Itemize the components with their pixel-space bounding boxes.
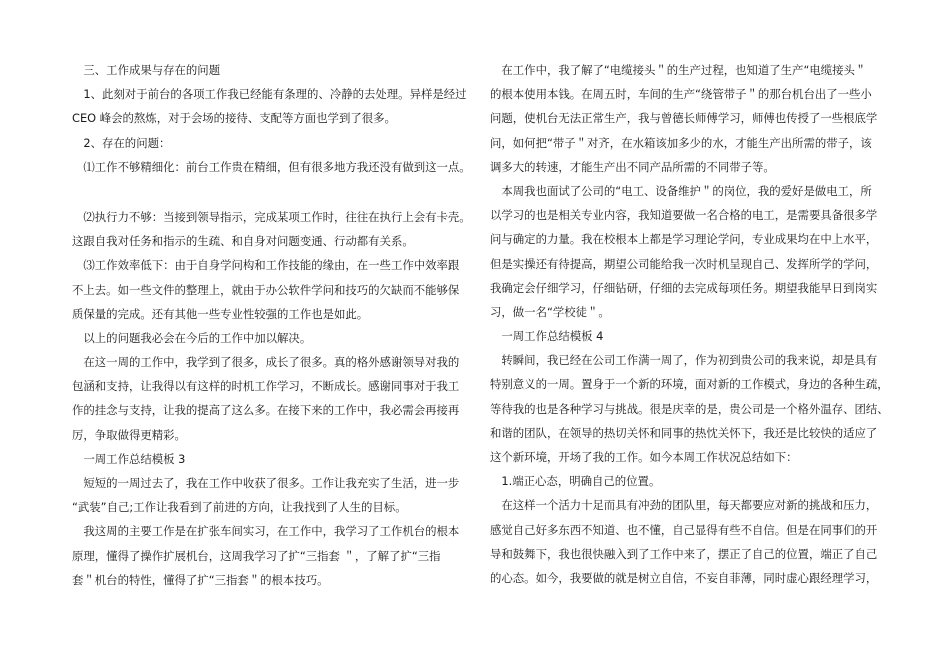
text-line: 和谐的团队，在领导的热切关怀和同事的热忱关怀下，我还是比较快的适应了 xyxy=(490,425,878,440)
text-line: ⑶工作效率低下：由于自身学问构和工作技能的缘由，在一些工作中效率跟 xyxy=(72,258,460,273)
text-line: 习，做一名“学校徒＂。 xyxy=(490,304,610,319)
text-line: 原理，懂得了操作扩展机台，这周我学习了扩“三指套 ＂，了解了扩“三指 xyxy=(72,548,441,563)
text-line: 问与确定的力量。我在校根本上都是学习理论学问，专业成果均在中上水平， xyxy=(490,232,878,247)
text-line: CEO 峰会的熬炼，对于会场的接待、支配等方面也学到了很多。 xyxy=(72,111,396,126)
text-line: 导和鼓舞下，我也很快融入到了工作中来了，摆正了自己的位置，端正了自己 xyxy=(490,546,878,561)
text-line: 厉，争取做得更精彩。 xyxy=(72,427,186,442)
text-line: 1、此刻对于前台的各项工作我已经能有条理的、冷静的去处理。异样是经过 xyxy=(72,87,467,102)
text-line: 特别意义的一周。置身于一个新的环境，面对新的工作模式，身边的各种生疏， xyxy=(490,377,889,392)
text-line: 本周我也面试了公司的“电工、设备维护＂的岗位，我的爱好是做电工，所 xyxy=(490,183,872,198)
text-line: 包涵和支持，让我得以有这样的时机工作学习，不断成长。感谢同事对于我工 xyxy=(72,379,460,394)
right-text-column xyxy=(490,58,889,590)
text-line: 转瞬间，我已经在公司工作满一周了，作为初到贵公司的我来说，却是具有 xyxy=(490,353,878,368)
text-line: 以上的问题我必会在今后的工作中加以解决。 xyxy=(72,330,312,345)
text-line: ⑴工作不够精细化：前台工作贵在精细，但有很多地方我还没有做到这一点。 xyxy=(72,159,471,174)
text-line: 问，如何把“带子＂对齐，在水箱该加多少的水，才能生产出所需的带子，该 xyxy=(490,135,872,150)
text-line: 作的挂念与支持，让我的提高了这么多。在接下来的工作中，我必需会再接再 xyxy=(72,403,460,418)
text-line: “武装”自己;工作让我看到了前进的方向，让我找到了人生的目标。 xyxy=(72,500,407,515)
text-line: 2、存在的问题： xyxy=(72,135,171,150)
text-line: 问题，使机台无法正常生产，我与曾德长师傅学习，师傅也传授了一些根底学 xyxy=(490,111,878,126)
text-line: 这跟自我对任务和指示的生疏、和自身对问题变通、行动都有关系。 xyxy=(72,234,414,249)
text-line: 一周工作总结模板 3 xyxy=(72,451,186,466)
text-line: 这个新环境，开场了我的工作。如今本周工作状况总结如下： xyxy=(490,450,798,464)
text-line xyxy=(72,179,464,205)
text-line: 一周工作总结模板 4 xyxy=(490,329,604,344)
text-line: 感觉自己好多东西不知道、也不懂，自己显得有些不自信。但是在同事们的开 xyxy=(490,522,878,537)
text-line: 不上去。如一些文件的整理上，就由于办公软件学问和技巧的欠缺而不能够保 xyxy=(72,282,460,297)
left-text-column xyxy=(72,58,471,592)
text-line: 短短的一周过去了，我在工作中收获了很多。工作让我充实了生活，进一步 xyxy=(72,476,460,490)
text-line: 等待我的也是各种学习与挑战。很是庆幸的是，贵公司是一个格外温存、团结、 xyxy=(490,401,889,416)
text-line: ⑵执行力不够：当接到领导指示，完成某项工作时，往往在执行上会有卡壳。 xyxy=(72,209,471,224)
text-line: 三、工作成果与存在的问题 xyxy=(72,63,221,77)
text-line: 质保量的完成。还有其他一些专业性较强的工作也是如此。 xyxy=(72,306,369,321)
text-line: 以学习的也是相关专业内容，我知道要做一名合格的电工，是需要具备很多学 xyxy=(490,208,878,223)
text-line: 调多大的转速，才能生产出不同产品所需的不同带子等。 xyxy=(490,159,775,174)
text-line: 在工作中，我了解了“电缆接头＂的生产过程，也知道了生产“电缆接头＂ xyxy=(490,63,867,77)
text-line: 套＂机台的特性，懂得了扩“三指套＂的根本技巧。 xyxy=(72,572,329,587)
text-line: 但是实操还有待提高，期望公司能给我一次时机呈现自己、发挥所学的学问， xyxy=(490,256,878,271)
text-line: 1.端正心态，明确自己的位置。 xyxy=(490,474,661,489)
text-line: 在这一周的工作中，我学到了很多，成长了很多。真的格外感谢领导对我的 xyxy=(72,355,460,370)
text-line: 我确定会仔细学习，仔细钻研，仔细的去完成每项任务。期望我能早日到岗实 xyxy=(490,280,878,295)
text-line: 在这样一个活力十足而具有冲劲的团队里，每天都要应对新的挑战和压力， xyxy=(490,498,878,513)
text-line: 的心态。如今，我要做的就是树立自信，不妄自菲薄，同时虚心跟经理学习， xyxy=(490,570,878,585)
text-line: 我这周的主要工作是在扩张车间实习，在工作中，我学习了工作机台的根本 xyxy=(72,524,460,539)
text-line: 的根本使用本钱。在周五时，车间的生产“绕管带子＂的那台机台出了一些小 xyxy=(490,87,872,102)
